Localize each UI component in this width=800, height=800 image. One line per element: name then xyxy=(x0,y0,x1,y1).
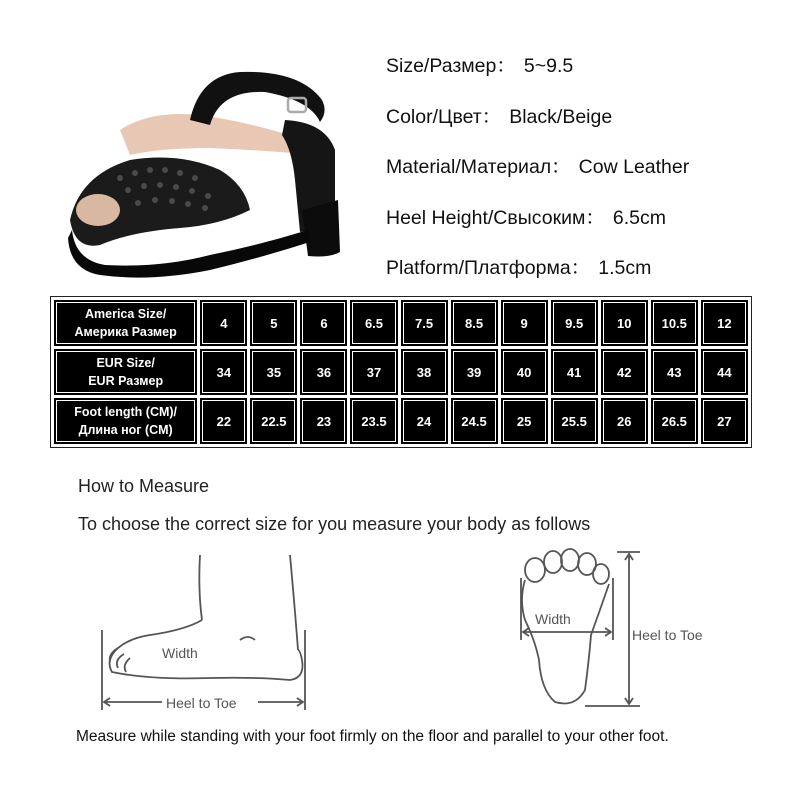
table-cell: 38 xyxy=(401,349,448,395)
top-length-label: Heel to Toe xyxy=(632,627,703,643)
table-cell: 24.5 xyxy=(451,398,498,444)
spec-value: Cow Leather xyxy=(578,156,690,178)
table-cell: 8.5 xyxy=(451,300,498,346)
table-cell: 25.5 xyxy=(551,398,598,444)
table-cell: 23 xyxy=(300,398,347,444)
table-cell: 43 xyxy=(651,349,698,395)
size-chart-table xyxy=(50,296,752,448)
table-cell: 22.5 xyxy=(250,398,297,444)
table-cell: 22 xyxy=(200,398,247,444)
table-row-eur-size xyxy=(54,349,748,395)
table-cell: 25 xyxy=(501,398,548,444)
table-cell: 10.5 xyxy=(651,300,698,346)
side-width-label: Width xyxy=(162,645,198,661)
row-header-line: EUR Размер xyxy=(88,374,164,388)
spec-size xyxy=(386,52,796,103)
table-cell: 26 xyxy=(601,398,648,444)
row-header xyxy=(54,349,197,395)
spec-label: Heel Height/Свысоким： xyxy=(386,206,605,229)
top-width-label: Width xyxy=(535,611,571,627)
table-cell: 12 xyxy=(701,300,748,346)
spec-heel-height xyxy=(386,204,796,255)
spec-label: Color/Цвет： xyxy=(386,105,502,128)
table-cell: 6 xyxy=(300,300,347,346)
table-cell: 10 xyxy=(601,300,648,346)
spec-material xyxy=(386,153,796,204)
spec-value: 5~9.5 xyxy=(523,55,574,77)
spec-value: 6.5cm xyxy=(612,206,667,229)
row-header-line: America Size/ xyxy=(85,307,167,321)
table-row-foot-length xyxy=(54,398,748,444)
spec-list xyxy=(386,52,796,305)
row-header xyxy=(54,300,197,346)
row-header-line: Америка Размер xyxy=(74,325,177,339)
table-cell: 6.5 xyxy=(350,300,397,346)
spec-value: Black/Beige xyxy=(509,105,613,128)
table-cell: 37 xyxy=(350,349,397,395)
row-header-line: EUR Size/ xyxy=(96,356,155,370)
table-cell: 24 xyxy=(401,398,448,444)
side-foot-diagram xyxy=(90,550,330,720)
table-cell: 44 xyxy=(701,349,748,395)
side-length-label: Heel to Toe xyxy=(166,695,237,711)
table-cell: 27 xyxy=(701,398,748,444)
measure-note: Measure while standing with your foot firmly on the floor and parallel to your other foot. xyxy=(76,728,669,745)
table-cell: 23.5 xyxy=(350,398,397,444)
table-cell: 5 xyxy=(250,300,297,346)
top-foot-diagram xyxy=(505,540,745,720)
table-cell: 40 xyxy=(501,349,548,395)
measure-subtitle: To choose the correct size for you measure your body as follows xyxy=(78,514,591,534)
table-cell: 41 xyxy=(551,349,598,395)
table-cell: 35 xyxy=(250,349,297,395)
sandal-product-image xyxy=(60,60,350,290)
spec-value: 1.5cm xyxy=(598,257,652,279)
table-cell: 39 xyxy=(451,349,498,395)
measure-title: How to Measure xyxy=(78,476,210,496)
row-header xyxy=(54,398,197,444)
table-cell: 36 xyxy=(300,349,347,395)
table-cell: 42 xyxy=(601,349,648,395)
row-header-line: Длина ног (CM) xyxy=(78,423,173,437)
table-cell: 34 xyxy=(200,349,247,395)
row-header-line: Foot length (CM)/ xyxy=(74,405,178,419)
spec-color xyxy=(386,103,796,154)
table-cell: 4 xyxy=(200,300,247,346)
spec-label: Size/Размер： xyxy=(386,55,516,77)
table-cell: 7.5 xyxy=(401,300,448,346)
spec-label: Material/Материал： xyxy=(386,156,571,178)
table-cell: 26.5 xyxy=(651,398,698,444)
table-cell: 9.5 xyxy=(551,300,598,346)
table-cell: 9 xyxy=(501,300,548,346)
table-row-us-size xyxy=(54,300,748,346)
spec-label: Platform/Платформа： xyxy=(386,257,591,279)
